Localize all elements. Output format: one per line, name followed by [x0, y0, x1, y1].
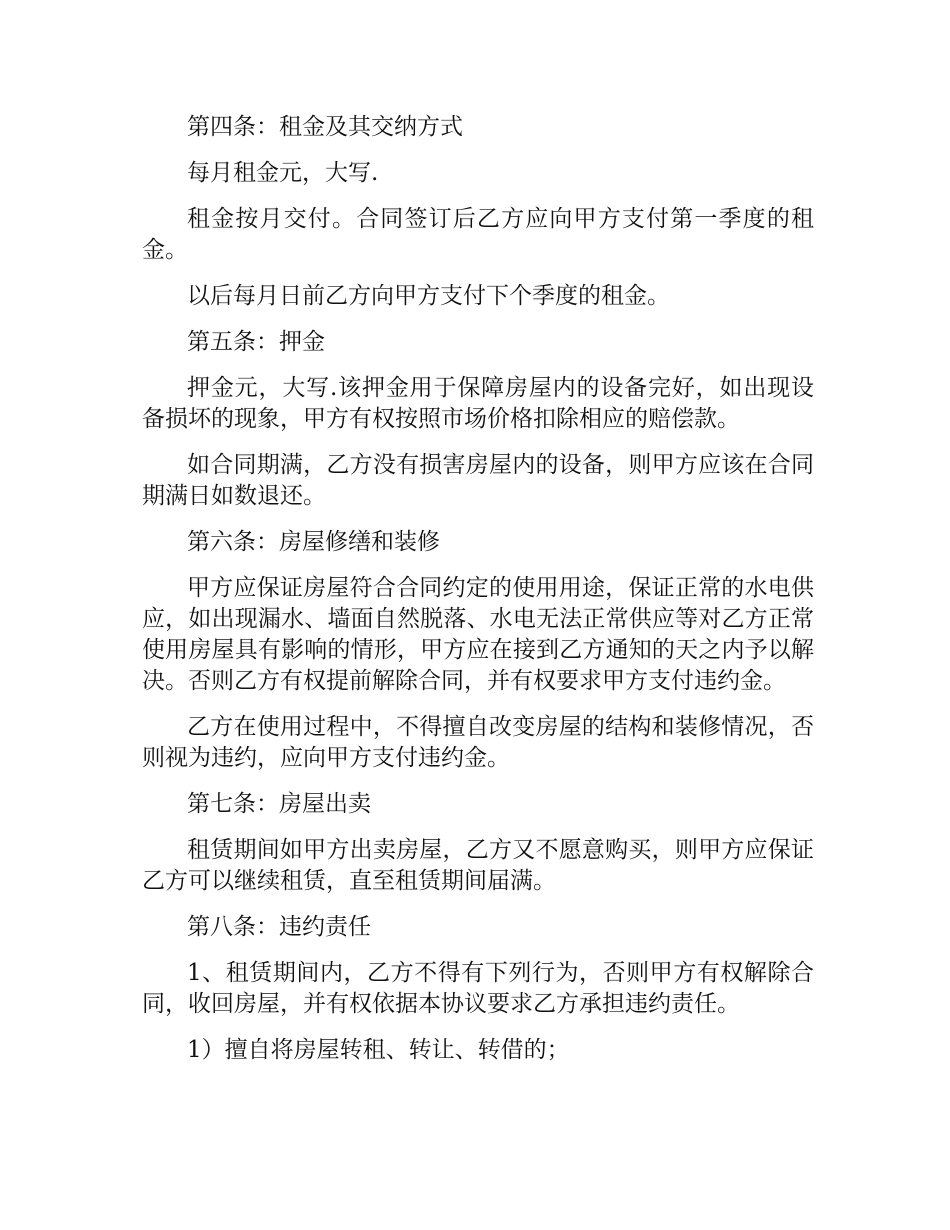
list-item: 1）擅自将房屋转租、转让、转借的；	[187, 1037, 570, 1063]
article-4-heading: 第四条：租金及其交纳方式	[187, 114, 463, 140]
paragraph: 1、租赁期间内，乙方不得有下列行为，否则甲方有权解除合同，收回房屋，并有权依据本协议要求乙方承担违约责任。	[142, 960, 814, 1017]
paragraph: 押金元，大写.该押金用于保障房屋内的设备完好，如出现设备损坏的现象，甲方有权按照市场价格扣除相应的赔偿款。	[142, 375, 814, 432]
article-7-heading: 第七条：房屋出卖	[187, 791, 371, 817]
article-5-heading: 第五条：押金	[187, 329, 325, 355]
document-body	[142, 112, 814, 1081]
paragraph: 甲方应保证房屋符合合同约定的使用用途，保证正常的水电供应，如出现漏水、墙面自然脱落、水电无法正常供应等对乙方正常使用房屋具有影响的情形，甲方应在接到乙方通知的天之内予以解决。否则乙方有权提前解除合同，并有权要求甲方支付违约金。	[142, 575, 814, 694]
article-6-heading: 第六条：房屋修缮和装修	[187, 529, 440, 555]
paragraph: 以后每月日前乙方向甲方支付下个季度的租金。	[187, 283, 670, 309]
article-8-heading: 第八条：违约责任	[187, 914, 371, 940]
paragraph: 租金按月交付。合同签订后乙方应向甲方支付第一季度的租金。	[142, 206, 814, 263]
paragraph: 租赁期间如甲方出卖房屋，乙方又不愿意购买，则甲方应保证乙方可以继续租赁，直至租赁期间届满。	[142, 837, 814, 894]
paragraph: 乙方在使用过程中，不得擅自改变房屋的结构和装修情况，否则视为违约，应向甲方支付违约金。	[142, 714, 814, 771]
paragraph: 如合同期满，乙方没有损害房屋内的设备，则甲方应该在合同期满日如数退还。	[142, 452, 814, 509]
paragraph: 每月租金元，大写.	[187, 160, 379, 186]
